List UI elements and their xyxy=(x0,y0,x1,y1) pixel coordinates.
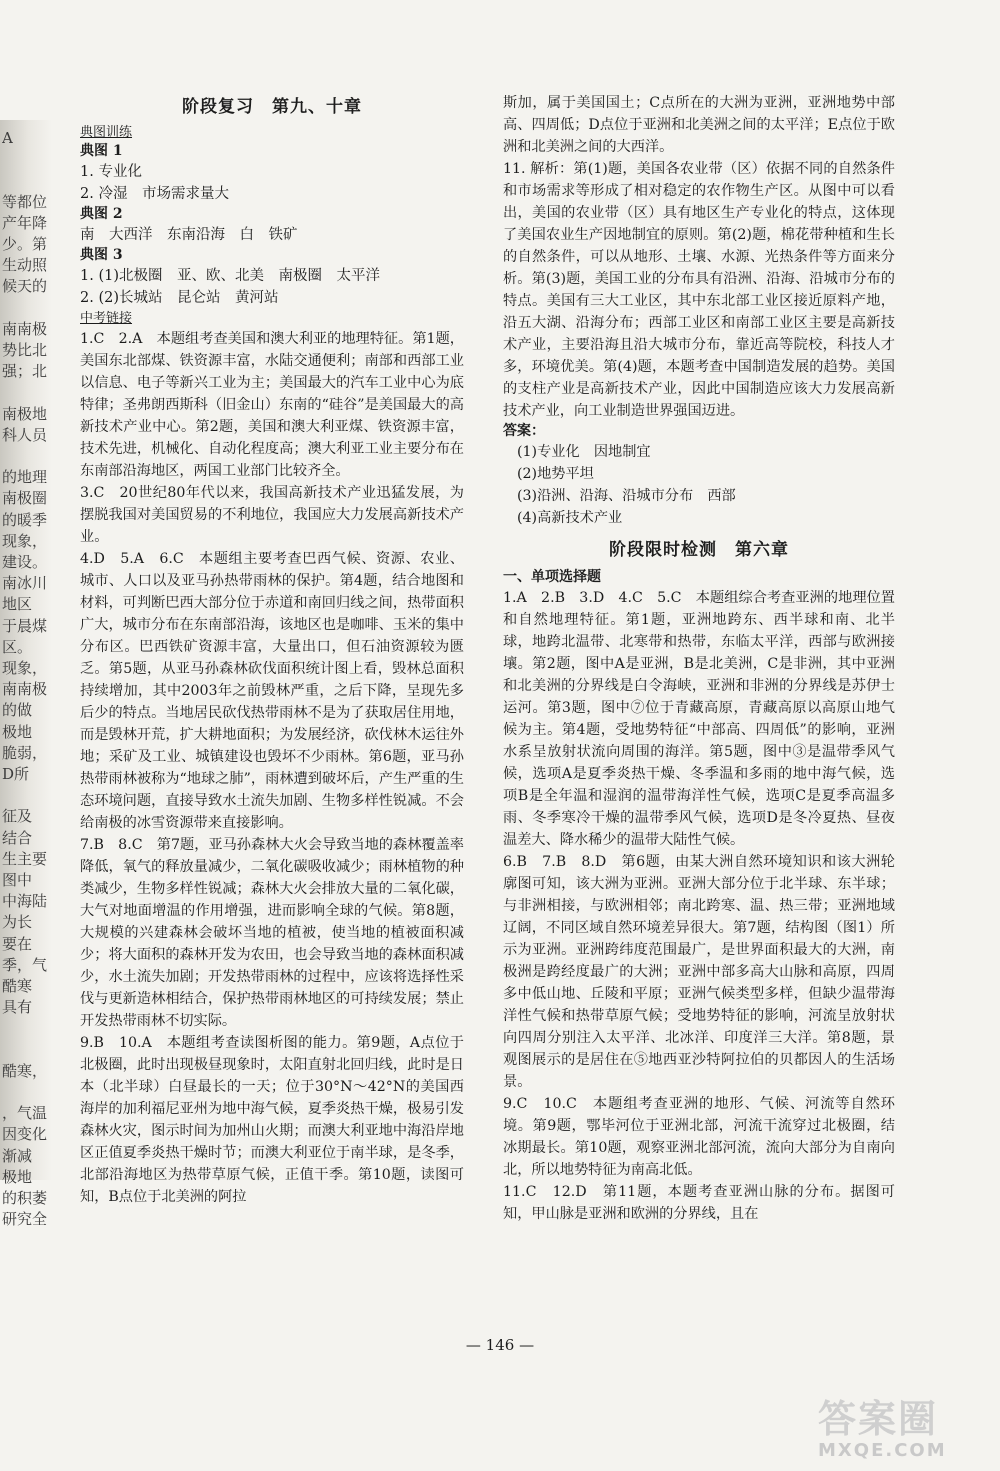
edge-fragment: 因变化 xyxy=(2,1125,48,1144)
edge-fragment: A xyxy=(2,129,13,147)
section-title: 阶段限时检测 第六章 xyxy=(609,540,789,560)
edge-fragment: 地区 xyxy=(2,595,33,614)
watermark-mark: 答案圈 xyxy=(818,1397,939,1441)
edge-fragment: 区。 xyxy=(2,637,33,656)
edge-fragment: 图中 xyxy=(2,871,33,889)
edge-fragment: 南冰川 xyxy=(2,574,48,593)
answer-line: 2. (2)长城站 昆仑站 黄河站 xyxy=(80,290,279,306)
edge-fragment: 为长 xyxy=(2,913,33,932)
edge-fragment: 渐减 xyxy=(2,1146,33,1165)
explanation-paragraph: 斯加，属于美国国土；C点所在的大洲为亚洲，亚洲地势中部高、四周低；D点位于亚洲和北美洲之间的太平洋；E点位于欧洲和北美洲之间的大西洋。 xyxy=(503,95,895,155)
explanation-paragraph: 1.C 2.A 本题组考查美国和澳大利亚的地理特征。第1题，美国东北部煤、铁资源丰富，水陆交通便利；南部和西部工业以信息、电子等新兴工业为主；美国最大的汽车工业中心为底特律；圣弗朗西斯科（旧金山）东南的“硅谷”是美国最大的高新技术产业中心。第2题，美国和澳大利亚煤、铁资源丰富，技术先进，机械化、自动化程度高；澳大利亚工业主要分布在东南部沿海地区，两国工业部门比较齐全。 xyxy=(80,331,464,479)
edge-fragment: 生主要 xyxy=(2,849,48,868)
page-number: — 146 — xyxy=(465,1336,535,1354)
subsection-tag: 典图训练 xyxy=(80,125,133,140)
edge-fragment: 征及 xyxy=(2,807,33,826)
edge-fragment: 极地 xyxy=(2,722,33,741)
edge-fragment: 现象， xyxy=(2,531,48,550)
answer-line: 2. 冷湿 市场需求量大 xyxy=(80,186,229,202)
answer-line: (1)专业化 因地制宜 xyxy=(517,444,651,460)
figure-label: 典图 3 xyxy=(80,247,123,263)
answer-line: (2)地势平坦 xyxy=(517,466,594,482)
answer-line: 1. 专业化 xyxy=(80,164,142,180)
edge-fragment: 季，气 xyxy=(2,955,48,974)
watermark-url: MXQE.COM xyxy=(818,1440,947,1461)
watermark-logo xyxy=(818,1398,990,1468)
edge-fragment: 研究全 xyxy=(2,1210,48,1229)
edge-fragment: 科人员 xyxy=(2,425,48,444)
explanation-paragraph: 4.D 5.A 6.C 本题组主要考查巴西气候、资源、农业、城市、人口以及亚马孙热带雨林的保护。第4题，结合地图和材料，可判断巴西大部分位于赤道和南回归线之间，热带面积广大，城市分布在东南部沿海，该地区也是咖啡、玉米的集中分布区。巴西铁矿资源丰富，大量出口，但石油资源较为匮乏。第5题，从亚马孙森林砍伐面积统计图上看，毁林总面积持续增加，其中2003年之前毁林严重，之后下降，呈现先多后少的特点。当地居民砍伐热带雨林不是为了获取居住用地，而是毁林开荒，扩大耕地面积；为发展经济，砍伐林木运往外地；采矿及工业、城镇建设也毁坏不少雨林。第6题，亚马孙热带雨林被称为“地球之肺”，雨林遭到破坏后，产生严重的生态环境问题，直接导致水土流失加剧、生物多样性锐减。不会给南极的冰雪资源带来直接影响。 xyxy=(80,551,464,831)
edge-fragment: 的地理 xyxy=(2,468,48,487)
explanation-paragraph: 6.B 7.B 8.D 第6题，由某大洲自然环境知识和该大洲轮廓图可知，该大洲为亚洲。亚洲大部分位于北半球、东半球；与非洲相接，与欧洲相邻；南北跨寒、温、热三带；亚洲地域辽阔，不同区域自然环境差异很大。第7题，结构图（图1）所示为亚洲。亚洲跨纬度范围最广，是世界面积最大的大洲，南极洲是跨经度最广的大洲；亚洲中部多高大山脉和高原，四周多中低山地、丘陵和平原；亚洲气候类型多样，但缺少温带海洋性气候和热带草原气候；受地势特征的影响，河流呈放射状向四周分别注入太平洋、北冰洋、印度洋三大洋。第8题，景观图展示的是居住在⑤地西亚沙特阿拉伯的贝都因人的生活场景。 xyxy=(503,854,895,1090)
edge-fragment: 少。第 xyxy=(2,235,48,253)
left-column xyxy=(80,60,464,1208)
edge-fragment: 南极地 xyxy=(2,404,48,423)
question-type-heading: 一、单项选择题 xyxy=(503,569,601,585)
edge-fragment: 酷寒 xyxy=(2,977,33,995)
explanation-paragraph: 7.B 8.C 第7题，亚马孙森林大火会导致当地的森林覆盖率降低，氧气的释放量减少，二氧化碳吸收减少；雨林植物的种类减少，生物多样性锐减；森林大火会排放大量的二氧化碳，大气对地面增温的作用增强，进而影响全球的气候。第8题，大规模的兴建森林会破坏当地的植被，使当地的植被面积减少；将大面积的森林开发为农田，也会导致当地的森林面积减少，水土流失加剧；开发热带雨林的过程中，应该将选择性采伐与更新造林相结合，保护热带雨林地区的可持续发展；禁止开发热带雨林不切实际。 xyxy=(80,837,464,1029)
edge-fragment: 生动照 xyxy=(2,256,48,275)
edge-fragment: 结合 xyxy=(2,828,33,847)
figure-label: 典图 1 xyxy=(80,143,123,159)
edge-fragment: 极地 xyxy=(2,1167,33,1186)
edge-fragment: 中海陆 xyxy=(2,892,48,911)
edge-fragment: ，气温 xyxy=(2,1104,48,1123)
edge-fragment: 强；北 xyxy=(2,362,48,381)
subsection-tag: 中考链接 xyxy=(80,311,133,326)
edge-fragment: 等都位 xyxy=(2,192,48,211)
edge-fragment: 的暖季 xyxy=(2,510,48,529)
explanation-paragraph: 1.A 2.B 3.D 4.C 5.C 本题组综合考查亚洲的地理位置和自然地理特征。第1题，亚洲地跨东、西半球和南、北半球，地跨北温带、北寒带和热带，东临太平洋，西部与欧洲接壤。第2题，图中A是亚洲，B是北美洲，C是非洲，其中亚洲和北美洲的分界线是白令海峡，亚洲和非洲的分界线是苏伊士运河。第3题，图中⑦位于青藏高原，青藏高原以高原山地气候为主。第4题，受地势特征“中部高、四周低”的影响，亚洲水系呈放射状流向周围的海洋。第5题，图中③是温带季风气候，选项A是夏季炎热干燥、冬季温和多雨的地中海气候，选项B是全年温和湿润的温带海洋性气候，选项C是夏季高温多雨、冬季寒冷干燥的温带季风气候，选项D是冬冷夏热、昼夜温差大、降水稀少的温带大陆性气候。 xyxy=(503,590,895,848)
edge-fragment: 脆弱， xyxy=(2,743,48,762)
answer-line: 南 大西洋 东南沿海 白 铁矿 xyxy=(80,227,298,243)
answer-line: (3)沿洲、沿海、沿城市分布 西部 xyxy=(517,488,736,504)
edge-fragment: 势比北 xyxy=(2,341,48,359)
edge-fragment: 南南极 xyxy=(2,319,48,338)
explanation-paragraph: 11. 解析：第(1)题，美国各农业带（区）依据不同的自然条件和市场需求等形成了相对稳定的农作物生产区。从图中可以看出，美国的农业带（区）具有地区生产专业化的特点，这体现了美国农业生产因地制宜的原则。第(2)题，棉花带种植和生长的自然条件，可以从地形、土壤、水源、光热条件等方面来分析。第(3)题，美国工业的分布具有沿洲、沿海、沿城市分布的特点。美国有三大工业区，其中东北部工业区接近原料产地，沿五大湖、沿海分布；西部工业区和南部工业区主要是高新技术产业，主要沿海且沿大城市分布，靠近高等院校，科技人才多，环境优美。第(4)题，本题考查中国制造发展的趋势。美国的支柱产业是高新技术产业，因此中国制造应该大力发展高新技术产业，向工业制造世界强国迈进。 xyxy=(503,161,895,419)
edge-fragment: 现象， xyxy=(2,659,48,677)
edge-fragment: 候天的 xyxy=(2,277,48,296)
answer-line: (4)高新技术产业 xyxy=(517,510,623,526)
explanation-paragraph: 11.C 12.D 第11题，本题考查亚洲山脉的分布。据图可知，甲山脉是亚洲和欧洲的分界线，且在 xyxy=(503,1184,895,1222)
edge-fragment: 酷寒， xyxy=(2,1061,48,1080)
edge-fragment: 的积萎 xyxy=(2,1189,48,1207)
edge-fragment: 的做 xyxy=(2,701,33,720)
answer-label: 答案： xyxy=(503,423,545,439)
section-title: 阶段复习 第九、十章 xyxy=(182,97,362,117)
edge-fragment: 要在 xyxy=(2,934,33,953)
edge-fragment: 于晨煤 xyxy=(2,616,48,635)
answer-line: 1. (1)北极圈 亚、欧、北美 南极圈 太平洋 xyxy=(80,268,380,284)
edge-fragment: 具有 xyxy=(2,998,33,1017)
right-column xyxy=(503,92,895,1225)
explanation-paragraph: 3.C 20世纪80年代以来，我国高新技术产业迅猛发展，为摆脱我国对美国贸易的不利地位，我国应大力发展高新技术产业。 xyxy=(80,485,464,545)
edge-fragment: 南南极 xyxy=(2,680,48,699)
edge-fragment: 南极圈 xyxy=(2,489,48,508)
explanation-paragraph: 9.C 10.C 本题组考查亚洲的地形、气候、河流等自然环境。第9题，鄂毕河位于亚洲北部，河流干流穿过北极圈，结冰期最长。第10题，观察亚洲北部河流，流向大部分为自南向北，所以地势特征为南高北低。 xyxy=(503,1096,895,1178)
figure-label: 典图 2 xyxy=(80,206,123,222)
edge-fragment: D所 xyxy=(2,765,30,783)
explanation-paragraph: 9.B 10.A 本题组考查读图析图的能力。第9题，A点位于北极圈，此时出现极昼现象时，太阳直射北回归线，此时是日本（北半球）白昼最长的一天；位于30°N～42°N的美国西海岸的加利福尼亚州为地中海气候，夏季炎热干燥，极易引发森林火灾，图示时间为加州山火期；而澳大利亚地中海沿岸地区正值夏季炎热干燥时节；而澳大利亚位于南半球，是冬季，北部沿海地区为热带草原气候，正值干季。第10题，读图可知，B点位于北美洲的阿拉 xyxy=(80,1035,464,1205)
edge-fragment: 建设。 xyxy=(2,553,48,571)
edge-fragment: 产年降 xyxy=(2,213,48,232)
